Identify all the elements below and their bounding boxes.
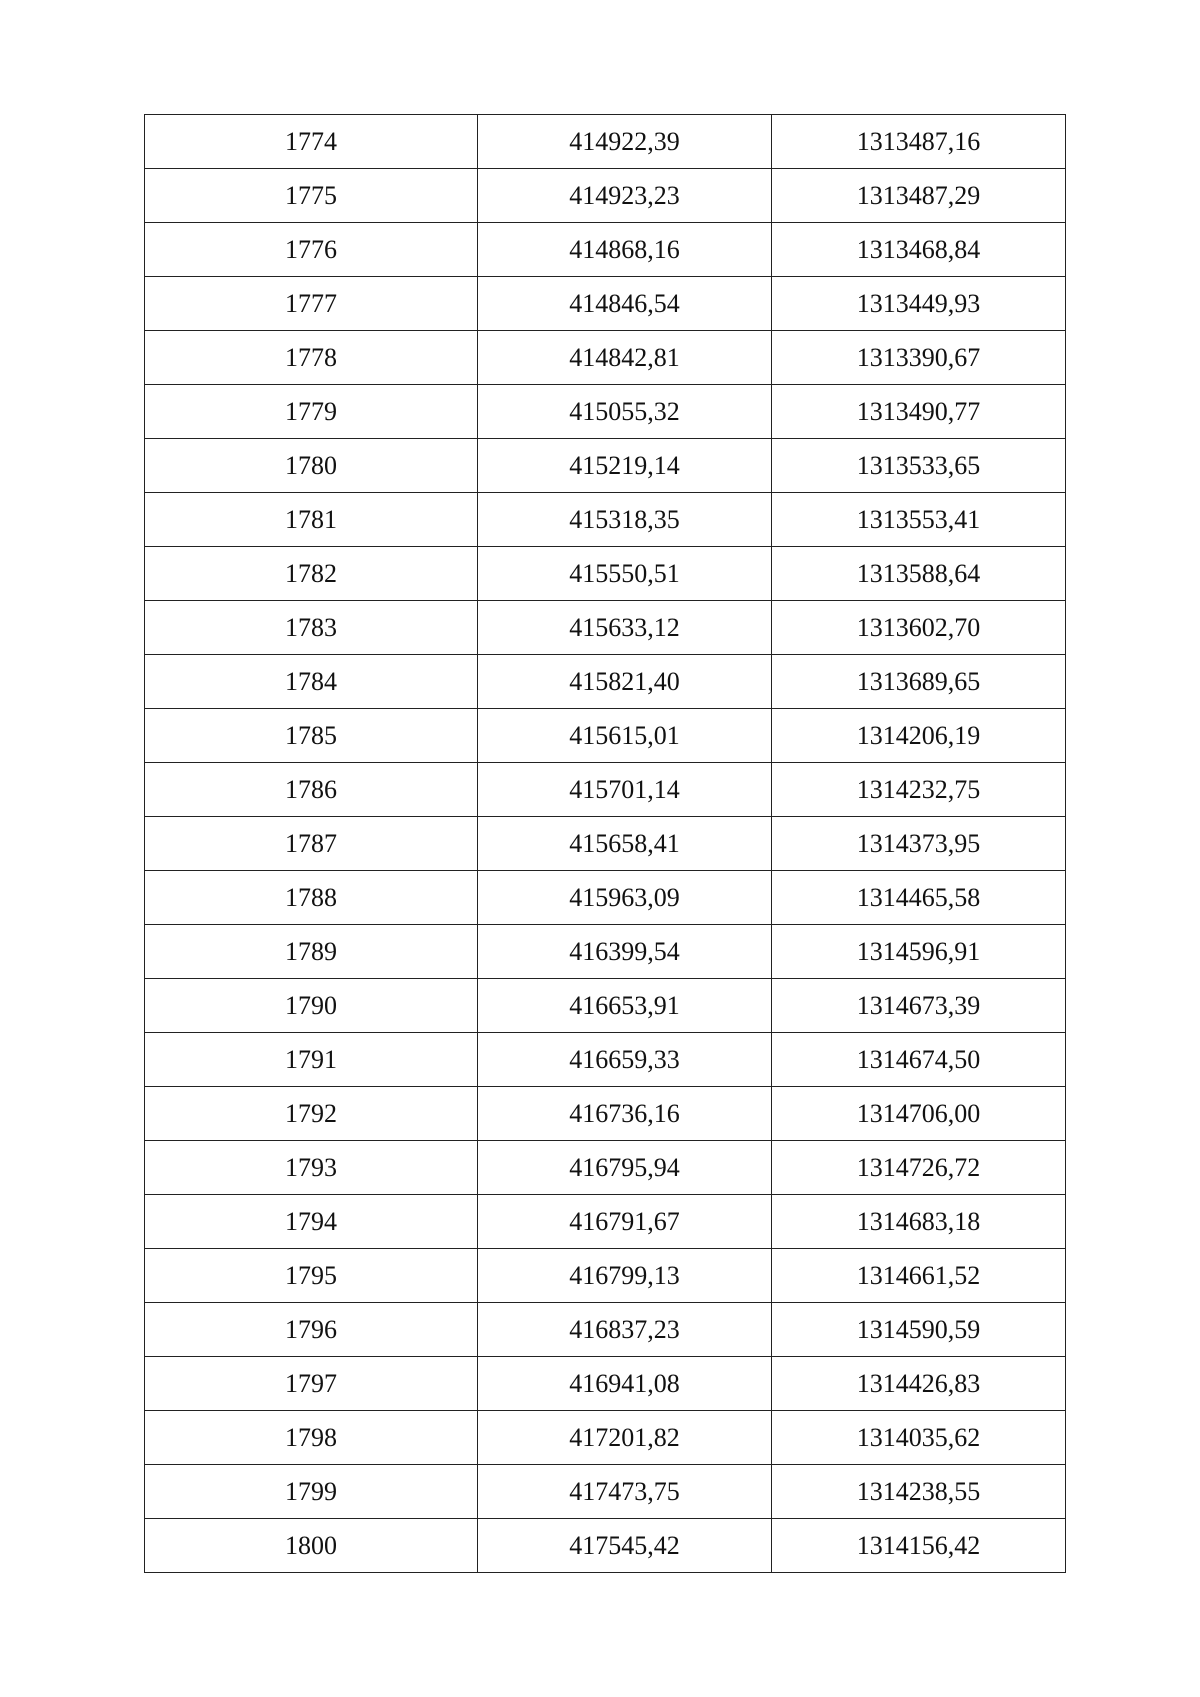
x-coordinate-cell: 416837,23 <box>478 1303 772 1357</box>
y-coordinate-cell: 1314661,52 <box>772 1249 1066 1303</box>
y-coordinate-cell: 1314373,95 <box>772 817 1066 871</box>
table-row <box>145 763 1066 817</box>
x-coordinate-cell: 416659,33 <box>478 1033 772 1087</box>
y-coordinate-cell: 1314596,91 <box>772 925 1066 979</box>
y-coordinate-cell: 1313490,77 <box>772 385 1066 439</box>
point-number-cell: 1795 <box>145 1249 478 1303</box>
x-coordinate-cell: 417545,42 <box>478 1519 772 1573</box>
x-coordinate-cell: 416653,91 <box>478 979 772 1033</box>
point-number-cell: 1799 <box>145 1465 478 1519</box>
y-coordinate-cell: 1313390,67 <box>772 331 1066 385</box>
table-row <box>145 331 1066 385</box>
y-coordinate-cell: 1313553,41 <box>772 493 1066 547</box>
table-row <box>145 439 1066 493</box>
y-coordinate-cell: 1314683,18 <box>772 1195 1066 1249</box>
point-number-cell: 1794 <box>145 1195 478 1249</box>
y-coordinate-cell: 1314706,00 <box>772 1087 1066 1141</box>
y-coordinate-cell: 1314156,42 <box>772 1519 1066 1573</box>
point-number-cell: 1792 <box>145 1087 478 1141</box>
x-coordinate-cell: 415821,40 <box>478 655 772 709</box>
y-coordinate-cell: 1314674,50 <box>772 1033 1066 1087</box>
table-row <box>145 115 1066 169</box>
table-row <box>145 169 1066 223</box>
table-row <box>145 1033 1066 1087</box>
table-row <box>145 1087 1066 1141</box>
x-coordinate-cell: 415615,01 <box>478 709 772 763</box>
y-coordinate-cell: 1314206,19 <box>772 709 1066 763</box>
y-coordinate-cell: 1313468,84 <box>772 223 1066 277</box>
point-number-cell: 1775 <box>145 169 478 223</box>
table-row <box>145 493 1066 547</box>
y-coordinate-cell: 1313689,65 <box>772 655 1066 709</box>
x-coordinate-cell: 415055,32 <box>478 385 772 439</box>
point-number-cell: 1797 <box>145 1357 478 1411</box>
table-row <box>145 709 1066 763</box>
coordinates-table <box>144 114 1066 1573</box>
table-row <box>145 655 1066 709</box>
coordinates-table-body <box>145 115 1066 1573</box>
table-row <box>145 601 1066 655</box>
table-row <box>145 1465 1066 1519</box>
y-coordinate-cell: 1314426,83 <box>772 1357 1066 1411</box>
point-number-cell: 1777 <box>145 277 478 331</box>
x-coordinate-cell: 415219,14 <box>478 439 772 493</box>
x-coordinate-cell: 416795,94 <box>478 1141 772 1195</box>
table-row <box>145 925 1066 979</box>
x-coordinate-cell: 414868,16 <box>478 223 772 277</box>
table-row <box>145 223 1066 277</box>
y-coordinate-cell: 1313449,93 <box>772 277 1066 331</box>
table-row <box>145 871 1066 925</box>
point-number-cell: 1798 <box>145 1411 478 1465</box>
x-coordinate-cell: 415318,35 <box>478 493 772 547</box>
table-row <box>145 1195 1066 1249</box>
x-coordinate-cell: 415658,41 <box>478 817 772 871</box>
point-number-cell: 1785 <box>145 709 478 763</box>
point-number-cell: 1791 <box>145 1033 478 1087</box>
y-coordinate-cell: 1314232,75 <box>772 763 1066 817</box>
x-coordinate-cell: 417473,75 <box>478 1465 772 1519</box>
x-coordinate-cell: 416399,54 <box>478 925 772 979</box>
x-coordinate-cell: 415550,51 <box>478 547 772 601</box>
y-coordinate-cell: 1314465,58 <box>772 871 1066 925</box>
table-row <box>145 547 1066 601</box>
point-number-cell: 1776 <box>145 223 478 277</box>
point-number-cell: 1780 <box>145 439 478 493</box>
x-coordinate-cell: 416736,16 <box>478 1087 772 1141</box>
point-number-cell: 1782 <box>145 547 478 601</box>
y-coordinate-cell: 1314035,62 <box>772 1411 1066 1465</box>
table-row <box>145 277 1066 331</box>
x-coordinate-cell: 415963,09 <box>478 871 772 925</box>
y-coordinate-cell: 1314238,55 <box>772 1465 1066 1519</box>
table-row <box>145 1411 1066 1465</box>
point-number-cell: 1800 <box>145 1519 478 1573</box>
table-row <box>145 1357 1066 1411</box>
point-number-cell: 1793 <box>145 1141 478 1195</box>
point-number-cell: 1789 <box>145 925 478 979</box>
point-number-cell: 1778 <box>145 331 478 385</box>
table-row <box>145 1519 1066 1573</box>
table-row <box>145 979 1066 1033</box>
y-coordinate-cell: 1314673,39 <box>772 979 1066 1033</box>
y-coordinate-cell: 1313588,64 <box>772 547 1066 601</box>
y-coordinate-cell: 1313487,16 <box>772 115 1066 169</box>
x-coordinate-cell: 414842,81 <box>478 331 772 385</box>
point-number-cell: 1796 <box>145 1303 478 1357</box>
x-coordinate-cell: 414846,54 <box>478 277 772 331</box>
table-row <box>145 1303 1066 1357</box>
y-coordinate-cell: 1313487,29 <box>772 169 1066 223</box>
point-number-cell: 1774 <box>145 115 478 169</box>
x-coordinate-cell: 416941,08 <box>478 1357 772 1411</box>
y-coordinate-cell: 1313602,70 <box>772 601 1066 655</box>
x-coordinate-cell: 417201,82 <box>478 1411 772 1465</box>
table-row <box>145 1141 1066 1195</box>
table-row <box>145 817 1066 871</box>
point-number-cell: 1786 <box>145 763 478 817</box>
point-number-cell: 1790 <box>145 979 478 1033</box>
point-number-cell: 1784 <box>145 655 478 709</box>
point-number-cell: 1787 <box>145 817 478 871</box>
y-coordinate-cell: 1314590,59 <box>772 1303 1066 1357</box>
point-number-cell: 1779 <box>145 385 478 439</box>
point-number-cell: 1783 <box>145 601 478 655</box>
x-coordinate-cell: 416799,13 <box>478 1249 772 1303</box>
x-coordinate-cell: 415633,12 <box>478 601 772 655</box>
x-coordinate-cell: 416791,67 <box>478 1195 772 1249</box>
x-coordinate-cell: 414923,23 <box>478 169 772 223</box>
y-coordinate-cell: 1314726,72 <box>772 1141 1066 1195</box>
table-row <box>145 385 1066 439</box>
y-coordinate-cell: 1313533,65 <box>772 439 1066 493</box>
x-coordinate-cell: 415701,14 <box>478 763 772 817</box>
point-number-cell: 1781 <box>145 493 478 547</box>
x-coordinate-cell: 414922,39 <box>478 115 772 169</box>
table-row <box>145 1249 1066 1303</box>
point-number-cell: 1788 <box>145 871 478 925</box>
